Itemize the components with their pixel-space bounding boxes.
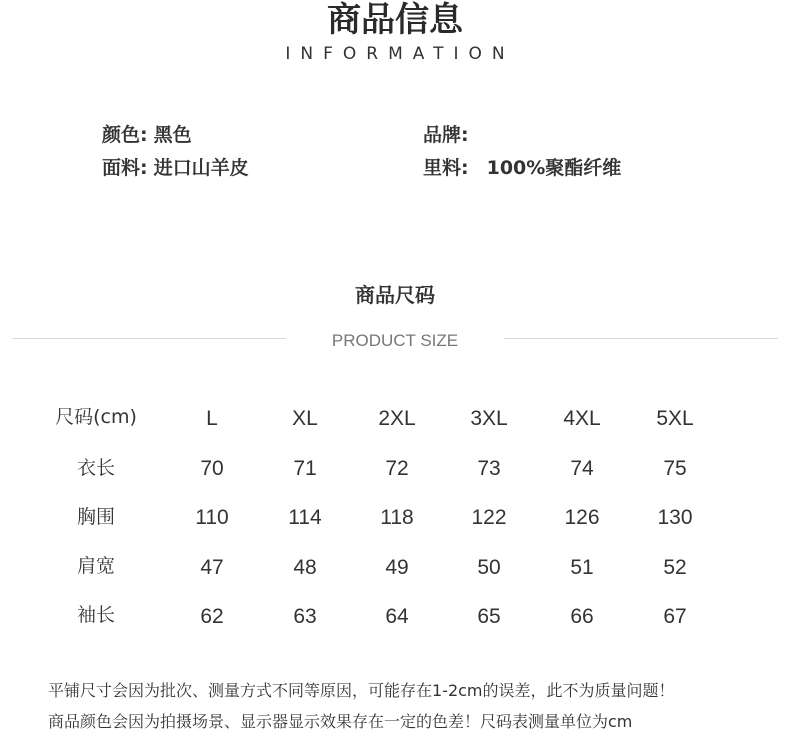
table-cell: 49 xyxy=(385,556,409,579)
table-cell: 63 xyxy=(293,605,317,628)
info-title: 商品信息 xyxy=(327,0,463,40)
row-label-shoulder: 肩宽 xyxy=(76,555,115,577)
table-cell: 110 xyxy=(195,506,229,529)
table-cell: 73 xyxy=(477,457,501,480)
note-measurement: 平铺尺寸会因为批次、测量方式不同等原因，可能存在1-2cm的误差，此不为质量问题！ xyxy=(48,681,675,700)
table-cell: 48 xyxy=(293,556,317,579)
table-cell: 50 xyxy=(477,556,501,579)
size-col-header: XL xyxy=(292,407,318,430)
table-cell: 62 xyxy=(200,605,224,628)
size-col-header: 5XL xyxy=(656,407,694,430)
row-label-chest: 胸围 xyxy=(76,506,115,528)
table-cell: 47 xyxy=(200,556,224,579)
row-label-sleeve: 袖长 xyxy=(76,604,115,626)
attr-brand-label: 品牌: xyxy=(423,124,469,146)
table-cell: 126 xyxy=(564,506,600,529)
attr-fabric-label: 面料: xyxy=(102,157,148,179)
size-col-header: 4XL xyxy=(563,407,601,430)
table-cell: 67 xyxy=(663,605,687,628)
size-col-header: L xyxy=(206,407,218,430)
table-cell: 71 xyxy=(293,457,317,480)
table-cell: 51 xyxy=(570,556,594,579)
table-cell: 118 xyxy=(380,506,414,529)
table-cell: 66 xyxy=(570,605,594,628)
attr-color-label: 颜色: xyxy=(102,124,148,146)
attr-color xyxy=(102,123,192,147)
table-cell: 122 xyxy=(471,506,507,529)
row-label-length: 衣长 xyxy=(76,457,115,479)
attr-lining xyxy=(423,156,621,180)
attr-fabric xyxy=(102,156,249,180)
table-cell: 114 xyxy=(288,506,322,529)
table-cell: 72 xyxy=(385,457,409,480)
attr-lining-label: 里料: xyxy=(423,157,469,179)
attr-lining-value: 100%聚酯纤维 xyxy=(486,157,622,179)
table-cell: 70 xyxy=(200,457,224,480)
table-cell: 74 xyxy=(570,457,594,480)
attr-brand xyxy=(423,123,475,147)
size-table-header-label: 尺码(cm) xyxy=(55,406,137,428)
size-col-header: 2XL xyxy=(378,407,416,430)
table-cell: 64 xyxy=(385,605,409,628)
attr-color-value: 黑色 xyxy=(153,124,192,146)
note-color: 商品颜色会因为拍摄场景、显示器显示效果存在一定的色差！尺码表测量单位为cm xyxy=(48,712,633,731)
table-cell: 75 xyxy=(663,457,687,480)
table-cell: 52 xyxy=(663,556,687,579)
size-col-header: 3XL xyxy=(470,407,508,430)
table-cell: 65 xyxy=(477,605,501,628)
size-section-title: 商品尺码 xyxy=(355,283,435,307)
size-section-subtitle: PRODUCT SIZE xyxy=(331,331,459,350)
table-cell: 130 xyxy=(657,506,693,529)
info-subtitle: INFORMATION xyxy=(285,44,515,64)
attr-fabric-value: 进口山羊皮 xyxy=(153,157,249,179)
